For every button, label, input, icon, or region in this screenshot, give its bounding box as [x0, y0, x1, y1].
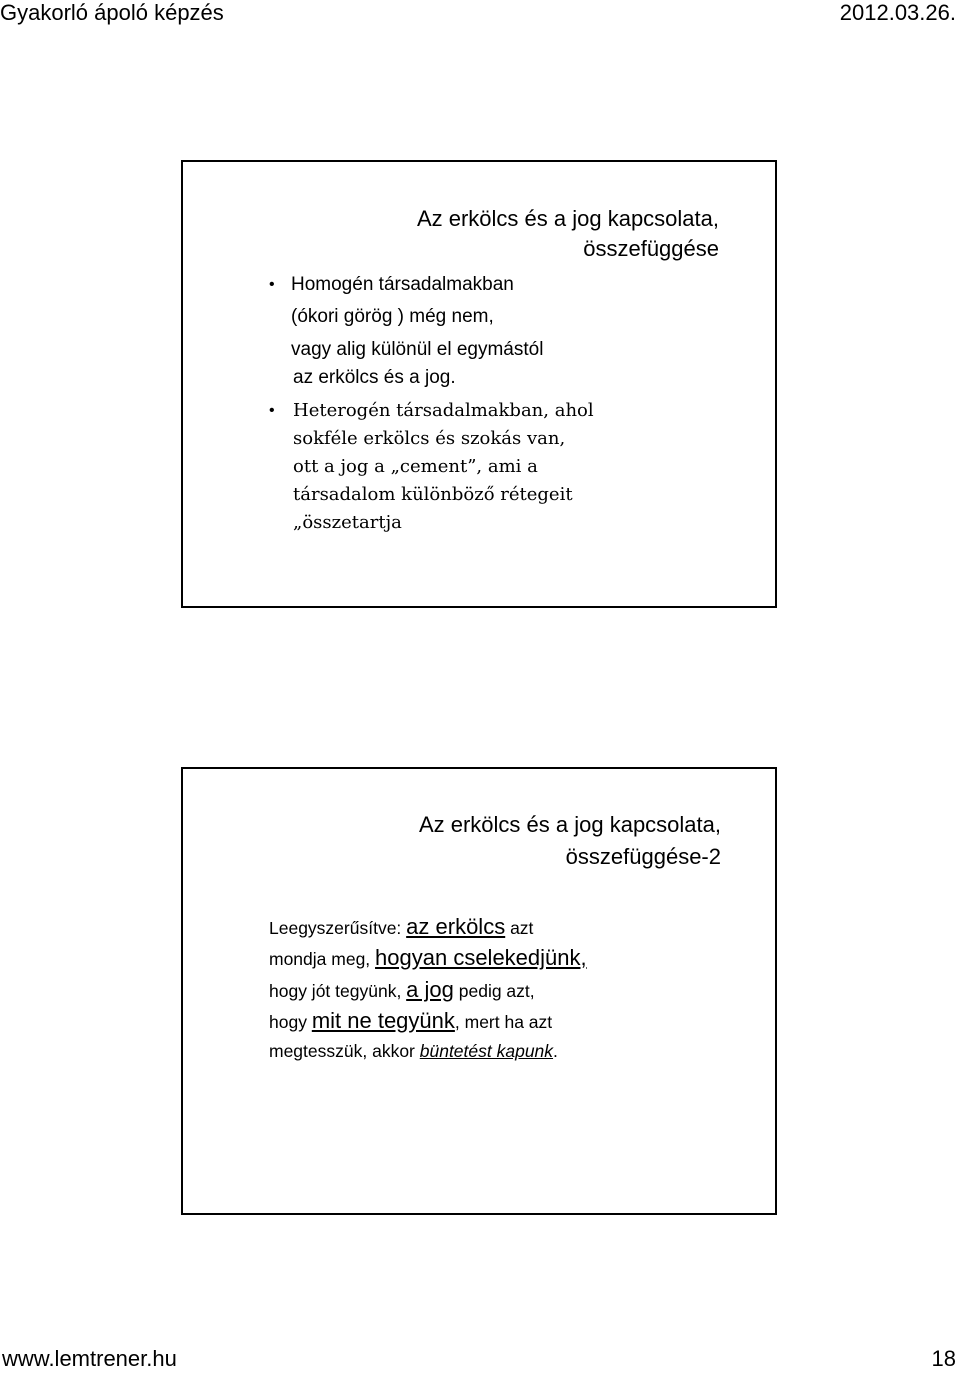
bullet-1-line: (ókori görög ) még nem,	[291, 306, 494, 327]
slide-2-title-line: összefüggése-2	[565, 844, 721, 869]
slide-1	[181, 160, 777, 608]
slide-2-title-line: Az erkölcs és a jog kapcsolata,	[418, 812, 721, 837]
bullet-2-line: „összetartja	[293, 512, 402, 533]
body-text: mondja meg,	[269, 949, 376, 969]
emphasis-text: büntetést kapunk	[419, 1041, 554, 1061]
bullet-2-line: társadalom különböző rétegeit	[293, 484, 573, 505]
body-text: megtesszük, akkor	[269, 1041, 420, 1061]
slide-2-body-line	[269, 1005, 552, 1038]
emphasis-text: hogyan cselekedjünk,	[375, 945, 587, 970]
bullet-2-line: sokféle erkölcs és szokás van,	[293, 428, 566, 449]
body-text: hogy	[269, 1012, 312, 1032]
body-text: .	[553, 1041, 558, 1061]
body-text: hogy jót tegyünk,	[269, 981, 407, 1001]
body-text: Leegyszerűsítve:	[269, 918, 407, 938]
document-header-title: Gyakorló ápoló képzés	[0, 0, 224, 25]
emphasis-text: a jog	[406, 977, 454, 1002]
slide-2-body-line	[269, 911, 533, 944]
document-header-date: 2012.03.26.	[839, 0, 956, 25]
slide-2	[181, 767, 777, 1215]
emphasis-text: mit ne tegyünk	[311, 1008, 455, 1033]
slide-1-title	[359, 204, 719, 264]
bullet-dot-icon: •	[269, 402, 275, 419]
body-text: pedig azt,	[453, 981, 535, 1001]
footer-url: www.lemtrener.hu	[2, 1346, 177, 1371]
bullet-2-line: ott a jog a „cement”, ami a	[293, 456, 538, 477]
emphasis-text: az erkölcs	[406, 914, 506, 939]
slide-2-body-line	[269, 1035, 558, 1067]
slide-2-body-line	[269, 942, 587, 975]
bullet-2-line: Heterogén társadalmakban, ahol	[293, 400, 594, 421]
slide-1-title-line: összefüggése	[583, 236, 719, 261]
slide-2-body-line	[269, 974, 535, 1007]
bullet-1-line: Homogén társadalmakban	[291, 274, 514, 295]
slide-1-title-line: Az erkölcs és a jog kapcsolata,	[416, 206, 719, 231]
page-number: 18	[931, 1346, 956, 1371]
bullet-1-line: az erkölcs és a jog.	[293, 367, 456, 388]
body-text: , mert ha azt	[454, 1012, 553, 1032]
slide-2-title	[321, 809, 721, 873]
body-text: azt	[505, 918, 534, 938]
bullet-1-line: vagy alig különül el egymástól	[291, 339, 544, 360]
bullet-dot-icon: •	[269, 276, 275, 293]
